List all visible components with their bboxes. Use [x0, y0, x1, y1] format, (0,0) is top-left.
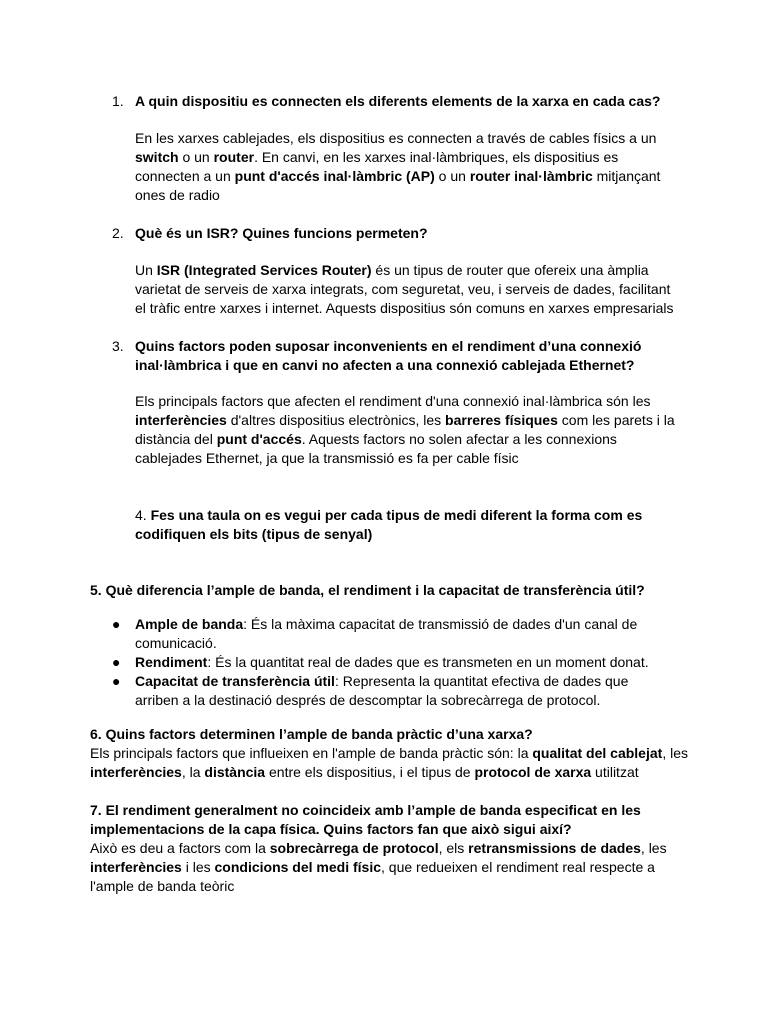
- text-run: , els: [438, 840, 469, 856]
- bold-text: ISR (Integrated Services Router): [156, 262, 372, 278]
- bold-text: protocol de xarxa: [474, 764, 592, 780]
- text-run: , que redueixen el rendiment real respecte a l'ample de banda teòric: [90, 859, 655, 894]
- bold-text: switch: [135, 149, 179, 165]
- answer-3: [135, 392, 685, 468]
- question-4: [135, 506, 655, 544]
- bullet-text: [135, 653, 665, 672]
- question-4-text: Fes una taula on es vegui per cada tipus de medi diferent la forma com es codifiquen els bits (tipus de senyal): [135, 507, 643, 542]
- text-run: o un: [178, 149, 214, 165]
- text-run: . En canvi, en les xarxes inal·làmbriques, els dispositius es connecten a un: [135, 149, 619, 184]
- bullet-desc: : És la quantitat real de dades que es transmeten en un moment donat.: [207, 654, 649, 670]
- text-run: Això es deu a factors com la: [90, 840, 270, 856]
- answer-7: [90, 839, 670, 896]
- question-6-heading: 6. Quins factors determinen l’ample de banda pràctic d’una xarxa?: [90, 726, 533, 742]
- text-run: Un: [135, 262, 157, 278]
- bullet-icon: ●: [112, 673, 121, 689]
- bullet-term: Ample de banda: [135, 616, 244, 632]
- bold-text: distància: [204, 764, 266, 780]
- text-run: com les parets i la distància del: [135, 412, 675, 447]
- bullet-term: Rendiment: [135, 654, 208, 670]
- text-run: , les: [662, 745, 688, 761]
- text-run: . Aquests factors no solen afectar a les connexions cablejades Ethernet, ja que la transmissió es fa per cable físic: [135, 431, 617, 466]
- question-1-text: A quin dispositiu es connecten els diferents elements de la xarxa en cada cas?: [135, 93, 661, 109]
- question-7-heading-line2: implementacions de la capa física. Quins factors fan que això sigui així?: [90, 821, 572, 837]
- bold-text: interferències: [135, 412, 227, 428]
- bold-text: interferències: [90, 859, 182, 875]
- question-3-text-line2: inal·làmbrica i que en canvi no afecten a una connexió cablejada Ethernet?: [135, 357, 635, 373]
- question-2-text: Què és un ISR? Quines funcions permeten?: [135, 225, 428, 241]
- text-run: Els principals factors que afecten el rendiment d'una connexió inal·làmbrica són les: [135, 393, 651, 409]
- question-3-text-line1: Quins factors poden suposar inconvenients en el rendiment d’una connexió: [135, 338, 642, 354]
- bold-text: router: [213, 149, 255, 165]
- text-run: o un: [434, 168, 470, 184]
- bold-text: sobrecàrrega de protocol: [269, 840, 439, 856]
- bold-text: punt d'accés inal·làmbric (AP): [234, 168, 435, 184]
- bold-text: barreres físiques: [445, 412, 558, 428]
- question-1-number: 1.: [112, 93, 124, 109]
- text-run: és un tipus de router que ofereix una àmplia varietat de serveis de xarxa integrats, com seguretat, veu, i serveis de dades, facilitant el tràfic entre xarxes i internet. Aquests dispositius són comuns en xarxes empresarials: [135, 262, 674, 316]
- question-5-heading: 5. Què diferencia l’ample de banda, el rendiment i la capacitat de transferència útil?: [90, 582, 645, 598]
- text-run: , la: [181, 764, 205, 780]
- text-run: i les: [181, 859, 215, 875]
- text-run: entre els dispositius, i el tipus de: [265, 764, 475, 780]
- bullet-term: Capacitat de transferència útil: [135, 673, 335, 689]
- text-run: En les xarxes cablejades, els dispositius es connecten a través de cables físics a un: [135, 130, 657, 146]
- answer-2: [135, 261, 685, 318]
- bold-text: qualitat del cablejat: [532, 745, 663, 761]
- answer-6: [90, 744, 690, 782]
- bold-text: interferències: [90, 764, 182, 780]
- bold-text: router inal·làmbric: [469, 168, 593, 184]
- bullet-text: [135, 615, 665, 653]
- text-run: , les: [640, 840, 667, 856]
- bold-text: condicions del medi físic: [214, 859, 381, 875]
- question-3-number: 3.: [112, 338, 124, 354]
- bullet-desc: : És la màxima capacitat de transmissió de dades d'un canal de comunicació.: [135, 616, 638, 651]
- question-4-number: 4.: [135, 507, 147, 523]
- bold-text: punt d'accés: [216, 431, 302, 447]
- text-run: mitjançant ones de radio: [135, 168, 661, 203]
- text-run: d'altres dispositius electrònics, les: [226, 412, 446, 428]
- text-run: Els principals factors que influeixen en l'ample de banda pràctic són: la: [90, 745, 533, 761]
- answer-1: [135, 129, 685, 205]
- bullet-icon: ●: [112, 616, 121, 632]
- question-2-number: 2.: [112, 225, 124, 241]
- bullet-text: [135, 672, 665, 710]
- question-7-heading-line1: 7. El rendiment generalment no coincideix amb l’ample de banda especificat en les: [90, 802, 641, 818]
- bold-text: retransmissions de dades: [468, 840, 641, 856]
- bullet-icon: ●: [112, 654, 121, 670]
- text-run: utilitzat: [591, 764, 639, 780]
- bullet-desc: : Representa la quantitat efectiva de dades que arriben a la destinació després de descomptar la sobrecàrrega de protocol.: [135, 673, 629, 708]
